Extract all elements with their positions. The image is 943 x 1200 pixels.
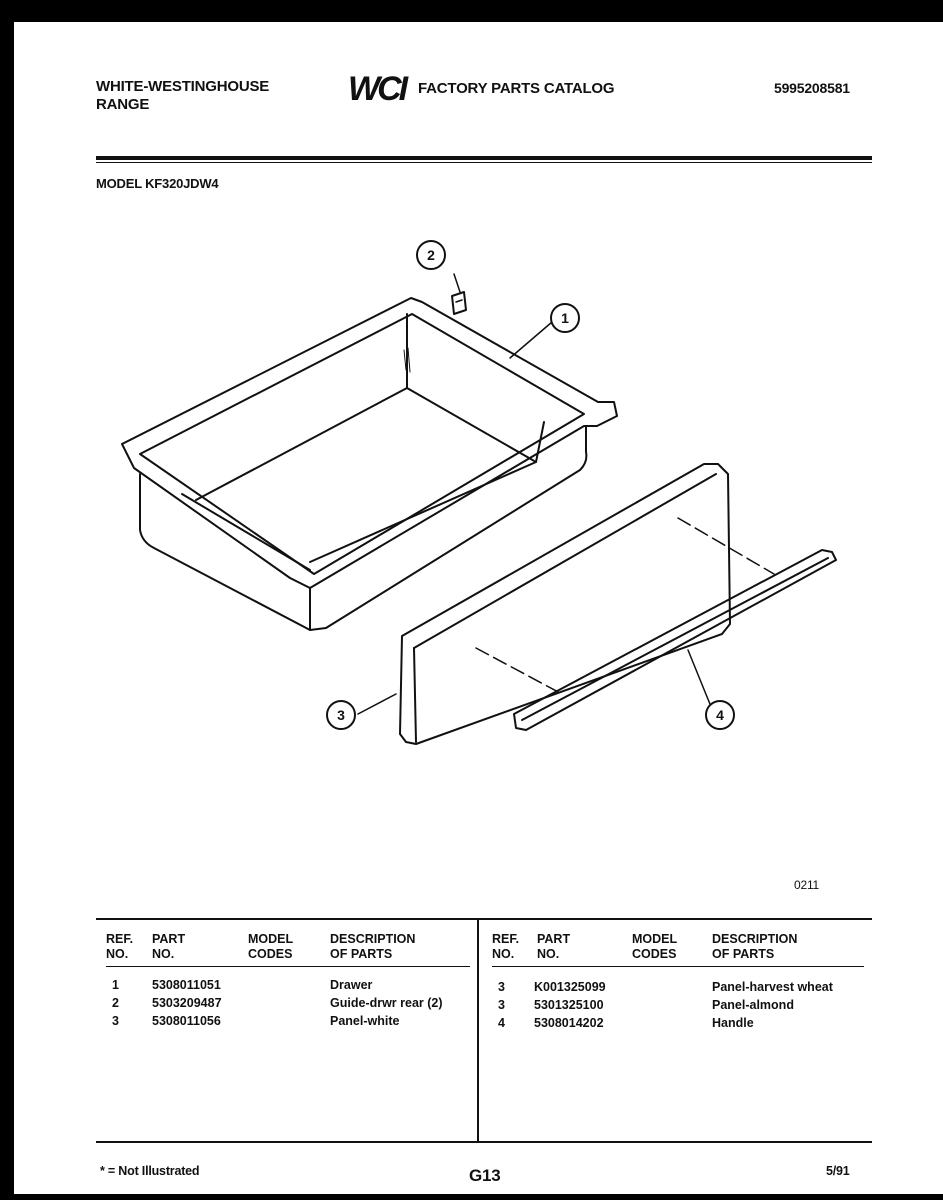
page-number: G13 xyxy=(469,1166,501,1185)
diagram-ref-code: 0211 xyxy=(794,878,820,892)
header-underline-right xyxy=(492,966,864,967)
table-row-desc: Guide-drwr rear (2) xyxy=(330,996,443,1010)
table-row-part: 5301325100 xyxy=(534,998,604,1012)
catalog-number: 5995208581 xyxy=(774,80,850,96)
catalog-date: 5/91 xyxy=(826,1164,850,1178)
svg-text:1: 1 xyxy=(561,310,569,326)
table-row-ref: 3 xyxy=(112,1014,119,1028)
table-row-desc: Panel-almond xyxy=(712,998,794,1012)
table-row-desc: Panel-white xyxy=(330,1014,400,1028)
callout-3 xyxy=(327,701,355,729)
exploded-parts-diagram xyxy=(14,22,943,882)
callout-4 xyxy=(706,701,734,729)
header-model-codes-right: MODEL CODES xyxy=(632,932,678,961)
brand-line-1: WHITE-WESTINGHOUSE xyxy=(96,78,270,95)
not-illustrated-note: * = Not Illustrated xyxy=(100,1164,200,1178)
header-part-no: PART NO. xyxy=(152,932,186,961)
table-row-ref: 2 xyxy=(112,996,119,1010)
table-divider xyxy=(477,920,479,1141)
table-row-ref: 3 xyxy=(498,998,505,1012)
header-ref-no-right: REF. NO. xyxy=(492,932,520,961)
table-row-desc: Panel-harvest wheat xyxy=(712,980,833,994)
table-row-part: 5308011051 xyxy=(152,978,221,992)
callout-2 xyxy=(417,241,445,269)
table-row-ref: 3 xyxy=(498,980,505,994)
svg-text:2: 2 xyxy=(427,247,435,263)
logo-text: WCI xyxy=(348,70,406,106)
table-row-desc: Drawer xyxy=(330,978,373,992)
brand-line-2: RANGE xyxy=(96,96,150,113)
header-underline-left xyxy=(106,966,470,967)
table-row-part: 5308011056 xyxy=(152,1014,221,1028)
header-ref-no: REF. NO. xyxy=(106,932,134,961)
svg-text:3: 3 xyxy=(337,707,345,723)
table-row-ref: 4 xyxy=(498,1016,505,1030)
table-row-desc: Handle xyxy=(712,1016,754,1030)
callout-1 xyxy=(551,304,579,332)
table-top-rule xyxy=(96,918,872,920)
table-row-part: K001325099 xyxy=(534,980,606,994)
header-description: DESCRIPTION OF PARTS xyxy=(330,932,416,961)
header-part-no-right: PART NO. xyxy=(537,932,571,961)
table-row-part: 5303209487 xyxy=(152,996,222,1010)
guide-part xyxy=(452,292,466,314)
svg-text:4: 4 xyxy=(716,707,724,723)
catalog-title: FACTORY PARTS CATALOG xyxy=(418,80,615,97)
header-model-codes: MODEL CODES xyxy=(248,932,294,961)
catalog-page xyxy=(14,22,943,1194)
model-number: MODEL KF320JDW4 xyxy=(96,176,219,191)
table-row-part: 5308014202 xyxy=(534,1016,604,1030)
drawer-part xyxy=(122,298,617,630)
table-row-ref: 1 xyxy=(112,978,119,992)
handle-part xyxy=(514,550,836,730)
header-description-right: DESCRIPTION OF PARTS xyxy=(712,932,798,961)
table-bottom-rule xyxy=(96,1141,872,1143)
